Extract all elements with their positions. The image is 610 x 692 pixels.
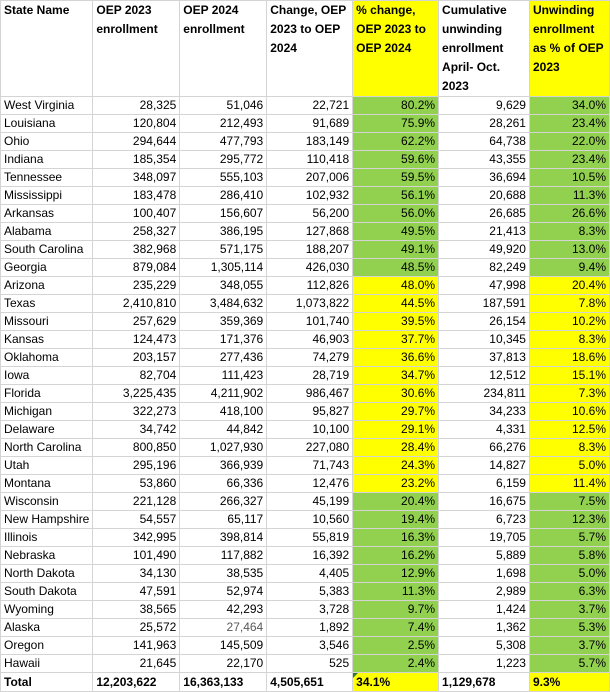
cell-unwinding-pct[interactable]: 5.0%: [529, 457, 609, 475]
cell-oep-2024[interactable]: 366,939: [180, 457, 267, 475]
cell-oep-2024[interactable]: 3,484,632: [180, 295, 267, 313]
cell-unwinding[interactable]: 66,276: [439, 439, 530, 457]
cell-change[interactable]: 4,405: [267, 565, 353, 583]
cell-oep-2024[interactable]: 145,509: [180, 637, 267, 655]
cell-state[interactable]: Missouri: [1, 313, 93, 331]
table-row: [1, 97, 610, 115]
cell-oep-2024[interactable]: 398,814: [180, 529, 267, 547]
cell-unwinding[interactable]: 36,694: [439, 169, 530, 187]
cell-change[interactable]: 22,721: [267, 97, 353, 115]
cell-change[interactable]: 56,200: [267, 205, 353, 223]
table-row: [1, 205, 610, 223]
cell-unwinding-pct[interactable]: 15.1%: [529, 367, 609, 385]
cell-state[interactable]: Delaware: [1, 421, 93, 439]
cell-oep-2023[interactable]: 183,478: [93, 187, 180, 205]
cell-oep-2024[interactable]: 386,195: [180, 223, 267, 241]
cell-pct-change[interactable]: 49.1%: [353, 241, 439, 259]
table-body: [1, 97, 610, 673]
cell-pct-change[interactable]: 11.3%: [353, 583, 439, 601]
cell-pct-change[interactable]: 34.7%: [353, 367, 439, 385]
cell-change[interactable]: 71,743: [267, 457, 353, 475]
cell-oep-2023[interactable]: 53,860: [93, 475, 180, 493]
cell-oep-2024[interactable]: 171,376: [180, 331, 267, 349]
cell-unwinding[interactable]: 16,675: [439, 493, 530, 511]
header-unwinding-pct[interactable]: Unwinding enrollment as % of OEP 2023: [529, 1, 609, 97]
cell-pct-change[interactable]: 49.5%: [353, 223, 439, 241]
cell-change[interactable]: 986,467: [267, 385, 353, 403]
table-row: [1, 637, 610, 655]
cell-pct-change[interactable]: 7.4%: [353, 619, 439, 637]
cell-change[interactable]: 45,199: [267, 493, 353, 511]
cell-oep-2024[interactable]: 66,336: [180, 475, 267, 493]
cell-pct-change[interactable]: 2.5%: [353, 637, 439, 655]
table-row: [1, 403, 610, 421]
cell-pct-change[interactable]: 23.2%: [353, 475, 439, 493]
table-row: [1, 313, 610, 331]
cell-unwinding[interactable]: 1,362: [439, 619, 530, 637]
cell-oep-2023[interactable]: 3,225,435: [93, 385, 180, 403]
table-row: [1, 529, 610, 547]
header-row: [1, 1, 610, 97]
cell-oep-2024[interactable]: 571,175: [180, 241, 267, 259]
cell-change[interactable]: 5,383: [267, 583, 353, 601]
cell-state[interactable]: Arkansas: [1, 205, 93, 223]
cell-oep-2024[interactable]: 117,882: [180, 547, 267, 565]
table-row: [1, 115, 610, 133]
cell-unwinding-pct[interactable]: 20.4%: [529, 277, 609, 295]
cell-unwinding-pct[interactable]: 8.3%: [529, 439, 609, 457]
cell-state[interactable]: Ohio: [1, 133, 93, 151]
cell-unwinding-pct[interactable]: 10.2%: [529, 313, 609, 331]
cell-unwinding-pct[interactable]: 23.4%: [529, 115, 609, 133]
total-oep-2024[interactable]: 16,363,133: [180, 673, 267, 692]
cell-change[interactable]: 101,740: [267, 313, 353, 331]
cell-oep-2023[interactable]: 800,850: [93, 439, 180, 457]
cell-unwinding[interactable]: 5,889: [439, 547, 530, 565]
cell-state[interactable]: Oklahoma: [1, 349, 93, 367]
cell-unwinding-pct[interactable]: 8.3%: [529, 331, 609, 349]
cell-unwinding-pct[interactable]: 23.4%: [529, 151, 609, 169]
cell-unwinding-pct[interactable]: 7.3%: [529, 385, 609, 403]
cell-unwinding[interactable]: 1,223: [439, 655, 530, 673]
table-row: [1, 457, 610, 475]
cell-oep-2023[interactable]: 879,084: [93, 259, 180, 277]
cell-oep-2023[interactable]: 2,410,810: [93, 295, 180, 313]
cell-state[interactable]: Texas: [1, 295, 93, 313]
cell-oep-2023[interactable]: 295,196: [93, 457, 180, 475]
cell-pct-change[interactable]: 36.6%: [353, 349, 439, 367]
cell-unwinding-pct[interactable]: 5.7%: [529, 529, 609, 547]
cell-state[interactable]: Tennessee: [1, 169, 93, 187]
cell-unwinding[interactable]: 26,685: [439, 205, 530, 223]
cell-change[interactable]: 112,826: [267, 277, 353, 295]
cell-pct-change[interactable]: 56.0%: [353, 205, 439, 223]
cell-state[interactable]: Indiana: [1, 151, 93, 169]
cell-oep-2024[interactable]: 156,607: [180, 205, 267, 223]
cell-pct-change[interactable]: 2.4%: [353, 655, 439, 673]
cell-pct-change[interactable]: 24.3%: [353, 457, 439, 475]
cell-oep-2024[interactable]: 38,535: [180, 565, 267, 583]
cell-unwinding[interactable]: 10,345: [439, 331, 530, 349]
cell-oep-2024[interactable]: 65,117: [180, 511, 267, 529]
table-row: [1, 367, 610, 385]
table-row: [1, 439, 610, 457]
total-pct-change[interactable]: [353, 673, 439, 692]
cell-change[interactable]: 110,418: [267, 151, 353, 169]
cell-unwinding-pct[interactable]: 5.7%: [529, 655, 609, 673]
table-row: [1, 349, 610, 367]
cell-state[interactable]: Mississippi: [1, 187, 93, 205]
cell-oep-2024[interactable]: 295,772: [180, 151, 267, 169]
cell-state[interactable]: New Hampshire: [1, 511, 93, 529]
table-row: [1, 133, 610, 151]
cell-oep-2023[interactable]: 101,490: [93, 547, 180, 565]
cell-change[interactable]: 55,819: [267, 529, 353, 547]
cell-oep-2024[interactable]: 1,027,930: [180, 439, 267, 457]
cell-pct-change[interactable]: 29.7%: [353, 403, 439, 421]
cell-pct-change[interactable]: 37.7%: [353, 331, 439, 349]
cell-unwinding-pct[interactable]: 9.4%: [529, 259, 609, 277]
cell-unwinding-pct[interactable]: 8.3%: [529, 223, 609, 241]
cell-unwinding[interactable]: 43,355: [439, 151, 530, 169]
cell-oep-2023[interactable]: 21,645: [93, 655, 180, 673]
cell-oep-2024[interactable]: 22,170: [180, 655, 267, 673]
cell-change[interactable]: 1,073,822: [267, 295, 353, 313]
table-row: [1, 547, 610, 565]
cell-state[interactable]: Arizona: [1, 277, 93, 295]
cell-oep-2023[interactable]: 221,128: [93, 493, 180, 511]
cell-pct-change[interactable]: 80.2%: [353, 97, 439, 115]
cell-change[interactable]: 207,006: [267, 169, 353, 187]
cell-oep-2023[interactable]: 348,097: [93, 169, 180, 187]
cell-oep-2024[interactable]: 1,305,114: [180, 259, 267, 277]
cell-pct-change[interactable]: 59.6%: [353, 151, 439, 169]
cell-pct-change[interactable]: 19.4%: [353, 511, 439, 529]
cell-state[interactable]: South Carolina: [1, 241, 93, 259]
cell-change[interactable]: 525: [267, 655, 353, 673]
cell-oep-2023[interactable]: 54,557: [93, 511, 180, 529]
cell-change[interactable]: 74,279: [267, 349, 353, 367]
table-row: [1, 601, 610, 619]
cell-unwinding-pct[interactable]: 18.6%: [529, 349, 609, 367]
cell-change[interactable]: 95,827: [267, 403, 353, 421]
cell-pct-change[interactable]: 28.4%: [353, 439, 439, 457]
cell-pct-change[interactable]: 12.9%: [353, 565, 439, 583]
cell-oep-2023[interactable]: 38,565: [93, 601, 180, 619]
cell-oep-2024[interactable]: 111,423: [180, 367, 267, 385]
cell-unwinding[interactable]: 187,591: [439, 295, 530, 313]
cell-oep-2023[interactable]: 28,325: [93, 97, 180, 115]
cell-state[interactable]: Utah: [1, 457, 93, 475]
header-oep-2024[interactable]: OEP 2024 enrollment: [180, 1, 267, 97]
cell-oep-2023[interactable]: 185,354: [93, 151, 180, 169]
cell-state[interactable]: Iowa: [1, 367, 93, 385]
cell-change[interactable]: 10,560: [267, 511, 353, 529]
table-row: [1, 565, 610, 583]
cell-unwinding[interactable]: 4,331: [439, 421, 530, 439]
cell-change[interactable]: 46,903: [267, 331, 353, 349]
cell-oep-2024[interactable]: 266,327: [180, 493, 267, 511]
cell-oep-2023[interactable]: 294,644: [93, 133, 180, 151]
total-row: [1, 673, 610, 692]
cell-oep-2023[interactable]: 100,407: [93, 205, 180, 223]
cell-change[interactable]: 1,892: [267, 619, 353, 637]
cell-unwinding-pct[interactable]: 5.8%: [529, 547, 609, 565]
cell-unwinding[interactable]: 1,698: [439, 565, 530, 583]
cell-oep-2024[interactable]: 51,046: [180, 97, 267, 115]
cell-oep-2024[interactable]: 42,293: [180, 601, 267, 619]
cell-unwinding[interactable]: 1,424: [439, 601, 530, 619]
header-state-name[interactable]: State Name: [1, 1, 93, 97]
cell-unwinding-pct[interactable]: 7.5%: [529, 493, 609, 511]
cell-change[interactable]: 102,932: [267, 187, 353, 205]
cell-unwinding-pct[interactable]: 22.0%: [529, 133, 609, 151]
cell-oep-2024[interactable]: 44,842: [180, 421, 267, 439]
cell-unwinding-pct[interactable]: 5.0%: [529, 565, 609, 583]
cell-oep-2024[interactable]: 27,464: [180, 619, 267, 637]
header-change[interactable]: Change, OEP 2023 to OEP 2024: [267, 1, 353, 97]
cell-pct-change[interactable]: 59.5%: [353, 169, 439, 187]
cell-state[interactable]: Wisconsin: [1, 493, 93, 511]
total-change[interactable]: 4,505,651: [267, 673, 353, 692]
cell-unwinding-pct[interactable]: 12.3%: [529, 511, 609, 529]
cell-pct-change[interactable]: 16.2%: [353, 547, 439, 565]
table-row: [1, 259, 610, 277]
table-row: [1, 331, 610, 349]
cell-pct-change[interactable]: 62.2%: [353, 133, 439, 151]
cell-state[interactable]: West Virginia: [1, 97, 93, 115]
cell-oep-2024[interactable]: 418,100: [180, 403, 267, 421]
cell-unwinding[interactable]: 19,705: [439, 529, 530, 547]
total-unwinding[interactable]: 1,129,678: [439, 673, 530, 692]
cell-oep-2023[interactable]: 34,742: [93, 421, 180, 439]
cell-unwinding[interactable]: 234,811: [439, 385, 530, 403]
cell-state[interactable]: North Dakota: [1, 565, 93, 583]
table-row: [1, 421, 610, 439]
cell-change[interactable]: 12,476: [267, 475, 353, 493]
cell-state[interactable]: Hawaii: [1, 655, 93, 673]
cell-state[interactable]: Michigan: [1, 403, 93, 421]
total-oep-2023[interactable]: 12,203,622: [93, 673, 180, 692]
cell-pct-change[interactable]: 48.5%: [353, 259, 439, 277]
cell-change[interactable]: 188,207: [267, 241, 353, 259]
header-oep-2023[interactable]: OEP 2023 enrollment: [93, 1, 180, 97]
cell-oep-2024[interactable]: 359,369: [180, 313, 267, 331]
cell-state[interactable]: Illinois: [1, 529, 93, 547]
cell-state[interactable]: South Dakota: [1, 583, 93, 601]
cell-unwinding-pct[interactable]: 7.8%: [529, 295, 609, 313]
cell-unwinding[interactable]: 82,249: [439, 259, 530, 277]
error-indicator-icon: [353, 673, 358, 678]
cell-unwinding[interactable]: 14,827: [439, 457, 530, 475]
cell-pct-change[interactable]: 75.9%: [353, 115, 439, 133]
cell-unwinding-pct[interactable]: 11.4%: [529, 475, 609, 493]
cell-state[interactable]: Georgia: [1, 259, 93, 277]
cell-state[interactable]: Florida: [1, 385, 93, 403]
cell-pct-change[interactable]: 20.4%: [353, 493, 439, 511]
table-row: [1, 169, 610, 187]
cell-pct-change[interactable]: 56.1%: [353, 187, 439, 205]
cell-change[interactable]: 426,030: [267, 259, 353, 277]
cell-oep-2023[interactable]: 342,995: [93, 529, 180, 547]
cell-state[interactable]: Nebraska: [1, 547, 93, 565]
table-row: [1, 223, 610, 241]
table-row: [1, 511, 610, 529]
cell-unwinding-pct[interactable]: 11.3%: [529, 187, 609, 205]
cell-unwinding[interactable]: 5,308: [439, 637, 530, 655]
cell-oep-2023[interactable]: 120,804: [93, 115, 180, 133]
total-label[interactable]: Total: [1, 673, 93, 692]
cell-state[interactable]: Montana: [1, 475, 93, 493]
cell-unwinding-pct[interactable]: 10.6%: [529, 403, 609, 421]
cell-state[interactable]: Oregon: [1, 637, 93, 655]
cell-unwinding[interactable]: 6,159: [439, 475, 530, 493]
cell-oep-2023[interactable]: 34,130: [93, 565, 180, 583]
cell-state[interactable]: North Carolina: [1, 439, 93, 457]
cell-state[interactable]: Wyoming: [1, 601, 93, 619]
cell-pct-change[interactable]: 29.1%: [353, 421, 439, 439]
cell-unwinding[interactable]: 28,261: [439, 115, 530, 133]
table-row: [1, 619, 610, 637]
cell-unwinding[interactable]: 20,688: [439, 187, 530, 205]
cell-unwinding[interactable]: 47,998: [439, 277, 530, 295]
cell-unwinding[interactable]: 21,413: [439, 223, 530, 241]
header-pct-change[interactable]: % change, OEP 2023 to OEP 2024: [353, 1, 439, 97]
cell-change[interactable]: 127,868: [267, 223, 353, 241]
cell-state[interactable]: Kansas: [1, 331, 93, 349]
total-pct-change-value: 34.1%: [356, 675, 391, 689]
table-row: [1, 241, 610, 259]
cell-oep-2023[interactable]: 322,273: [93, 403, 180, 421]
cell-oep-2023[interactable]: 141,963: [93, 637, 180, 655]
cell-unwinding-pct[interactable]: 34.0%: [529, 97, 609, 115]
cell-oep-2023[interactable]: 235,229: [93, 277, 180, 295]
cell-change[interactable]: 227,080: [267, 439, 353, 457]
cell-pct-change[interactable]: 48.0%: [353, 277, 439, 295]
cell-pct-change[interactable]: 16.3%: [353, 529, 439, 547]
cell-unwinding[interactable]: 9,629: [439, 97, 530, 115]
table-row: [1, 187, 610, 205]
cell-unwinding-pct[interactable]: 6.3%: [529, 583, 609, 601]
cell-change[interactable]: 183,149: [267, 133, 353, 151]
cell-oep-2023[interactable]: 25,572: [93, 619, 180, 637]
cell-unwinding-pct[interactable]: 26.6%: [529, 205, 609, 223]
cell-change[interactable]: 16,392: [267, 547, 353, 565]
cell-unwinding[interactable]: 2,989: [439, 583, 530, 601]
cell-state[interactable]: Alaska: [1, 619, 93, 637]
cell-oep-2024[interactable]: 212,493: [180, 115, 267, 133]
cell-oep-2023[interactable]: 47,591: [93, 583, 180, 601]
cell-change[interactable]: 3,728: [267, 601, 353, 619]
total-unwinding-pct[interactable]: 9.3%: [529, 673, 609, 692]
cell-unwinding[interactable]: 6,723: [439, 511, 530, 529]
cell-unwinding-pct[interactable]: 5.3%: [529, 619, 609, 637]
cell-pct-change[interactable]: 39.5%: [353, 313, 439, 331]
cell-unwinding-pct[interactable]: 3.7%: [529, 601, 609, 619]
cell-unwinding[interactable]: 64,738: [439, 133, 530, 151]
table-row: [1, 475, 610, 493]
cell-unwinding[interactable]: 49,920: [439, 241, 530, 259]
table-row: [1, 583, 610, 601]
table-row: [1, 295, 610, 313]
cell-change[interactable]: 10,100: [267, 421, 353, 439]
cell-oep-2023[interactable]: 258,327: [93, 223, 180, 241]
table-row: [1, 151, 610, 169]
cell-unwinding[interactable]: 34,233: [439, 403, 530, 421]
cell-unwinding[interactable]: 37,813: [439, 349, 530, 367]
cell-unwinding[interactable]: 12,512: [439, 367, 530, 385]
cell-unwinding[interactable]: 26,154: [439, 313, 530, 331]
cell-oep-2024[interactable]: 348,055: [180, 277, 267, 295]
cell-oep-2023[interactable]: 124,473: [93, 331, 180, 349]
cell-pct-change[interactable]: 30.6%: [353, 385, 439, 403]
cell-oep-2024[interactable]: 4,211,902: [180, 385, 267, 403]
cell-unwinding-pct[interactable]: 13.0%: [529, 241, 609, 259]
cell-change[interactable]: 3,546: [267, 637, 353, 655]
cell-oep-2024[interactable]: 52,974: [180, 583, 267, 601]
cell-oep-2024[interactable]: 286,410: [180, 187, 267, 205]
cell-oep-2024[interactable]: 477,793: [180, 133, 267, 151]
cell-pct-change[interactable]: 44.5%: [353, 295, 439, 313]
cell-oep-2023[interactable]: 82,704: [93, 367, 180, 385]
cell-oep-2024[interactable]: 555,103: [180, 169, 267, 187]
cell-pct-change[interactable]: 9.7%: [353, 601, 439, 619]
cell-state[interactable]: Louisiana: [1, 115, 93, 133]
cell-unwinding-pct[interactable]: 10.5%: [529, 169, 609, 187]
cell-unwinding-pct[interactable]: 12.5%: [529, 421, 609, 439]
cell-oep-2023[interactable]: 257,629: [93, 313, 180, 331]
table-row: [1, 655, 610, 673]
cell-change[interactable]: 91,689: [267, 115, 353, 133]
cell-state[interactable]: Alabama: [1, 223, 93, 241]
cell-oep-2024[interactable]: 277,436: [180, 349, 267, 367]
cell-oep-2023[interactable]: 382,968: [93, 241, 180, 259]
header-unwinding[interactable]: Cumulative unwinding enrollment April- Oct. 2023: [439, 1, 530, 97]
cell-change[interactable]: 28,719: [267, 367, 353, 385]
table-row: [1, 385, 610, 403]
cell-unwinding-pct[interactable]: 3.7%: [529, 637, 609, 655]
cell-oep-2023[interactable]: 203,157: [93, 349, 180, 367]
table-row: [1, 277, 610, 295]
table-row: [1, 493, 610, 511]
